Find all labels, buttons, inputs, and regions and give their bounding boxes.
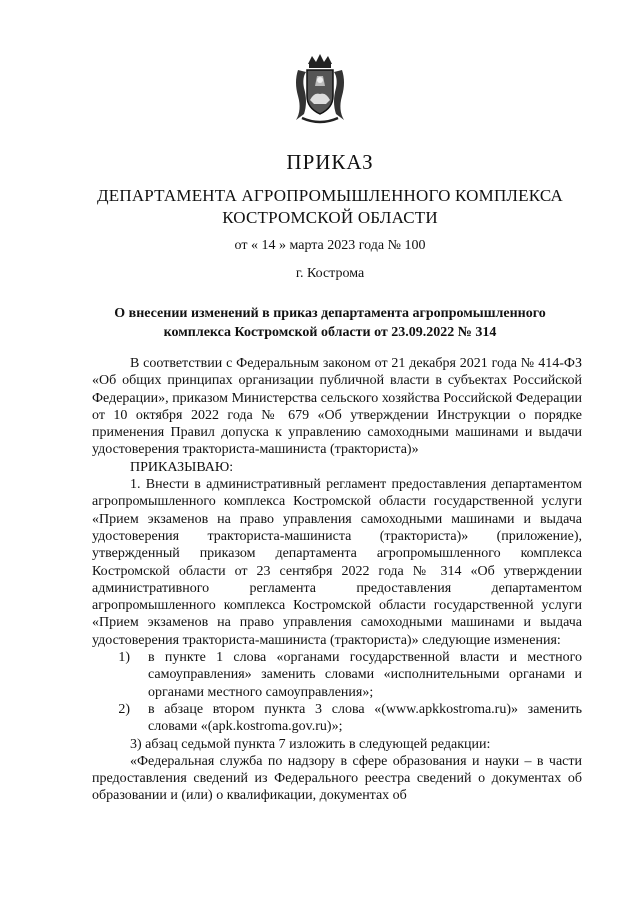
order-subject [60,304,600,342]
order-body [92,355,582,805]
department-name-line1: ДЕПАРТАМЕНТА АГРОПРОМЫШЛЕННОГО КОМПЛЕКСА [96,186,564,205]
order-word: ПРИКАЗЫВАЮ: [130,459,234,475]
order-city: г. Кострома [295,266,365,281]
subpoint-2-number: 2) [118,701,130,717]
subpoint-2-text: в абзаце втором пункта 3 слова «(www.apkkostroma.ru)» заменить словами «(apk.kostroma.gov.ru)»; [148,701,582,735]
quoted-text-paragraph: «Федеральная служба по надзору в сфере образования и науки – в части предоставления сведений из Федерального реестра сведений о документах об образовании и (или) о квалификации, документах об [92,753,582,804]
subpoint-1 [92,649,582,701]
document-type-title: ПРИКАЗ [286,150,374,174]
subpoint-1-number: 1) [118,650,130,666]
subpoint-2 [92,701,582,736]
order-subject-line2: комплекса Костромской области от 23.09.2022 № 314 [163,325,497,340]
point-1-paragraph: 1. Внести в административный регламент предоставления департаментом агропромышленного комплекса Костромской области государственной услуги «Прием экзаменов на право управления самоходными машинами и выдача удостоверения тракториста-машиниста (тракториста)» (приложение), утвержденный приказом департамента агропромышленного комплекса Костромской области от 23 сентября 2022 года № 314 «Об утверждении административного регламента предоставления департаментом агропромышленного комплекса Костромской области государственной услуги «Прием экзаменов на право управления самоходными машинами и выдача удостоверения тракториста-машиниста (тракториста)» следующие изменения: [92,477,582,648]
department-name-line2: КОСТРОМСКОЙ ОБЛАСТИ [222,208,438,227]
subpoint-3-paragraph: 3) абзац седьмой пункта 7 изложить в следующей редакции: [130,736,491,752]
coat-of-arms-emblem [292,52,348,126]
order-subject-line1: О внесении изменений в приказ департамента агропромышленного [114,306,546,321]
subpoint-1-text: в пункте 1 слова «органами государственной власти и местного самоуправления» заменить словами «исполнительными органами и органами местного самоуправления»; [148,650,582,700]
preamble-paragraph: В соответствии с Федеральным законом от 21 декабря 2021 года № 414-ФЗ «Об общих принципах организации публичной власти в субъектах Российской Федерации», приказом Министерства сельского хозяйства Российской Федерации от 10 октября 2022 года № 679 «Об утверждении Инструкции о порядке применения Правил допуска к управлению самоходными машинами и выдачи удостоверения тракториста-машиниста (тракториста)» [92,356,582,458]
department-name [60,185,600,229]
order-date-number: от « 14 » марта 2023 года № 100 [234,238,426,253]
